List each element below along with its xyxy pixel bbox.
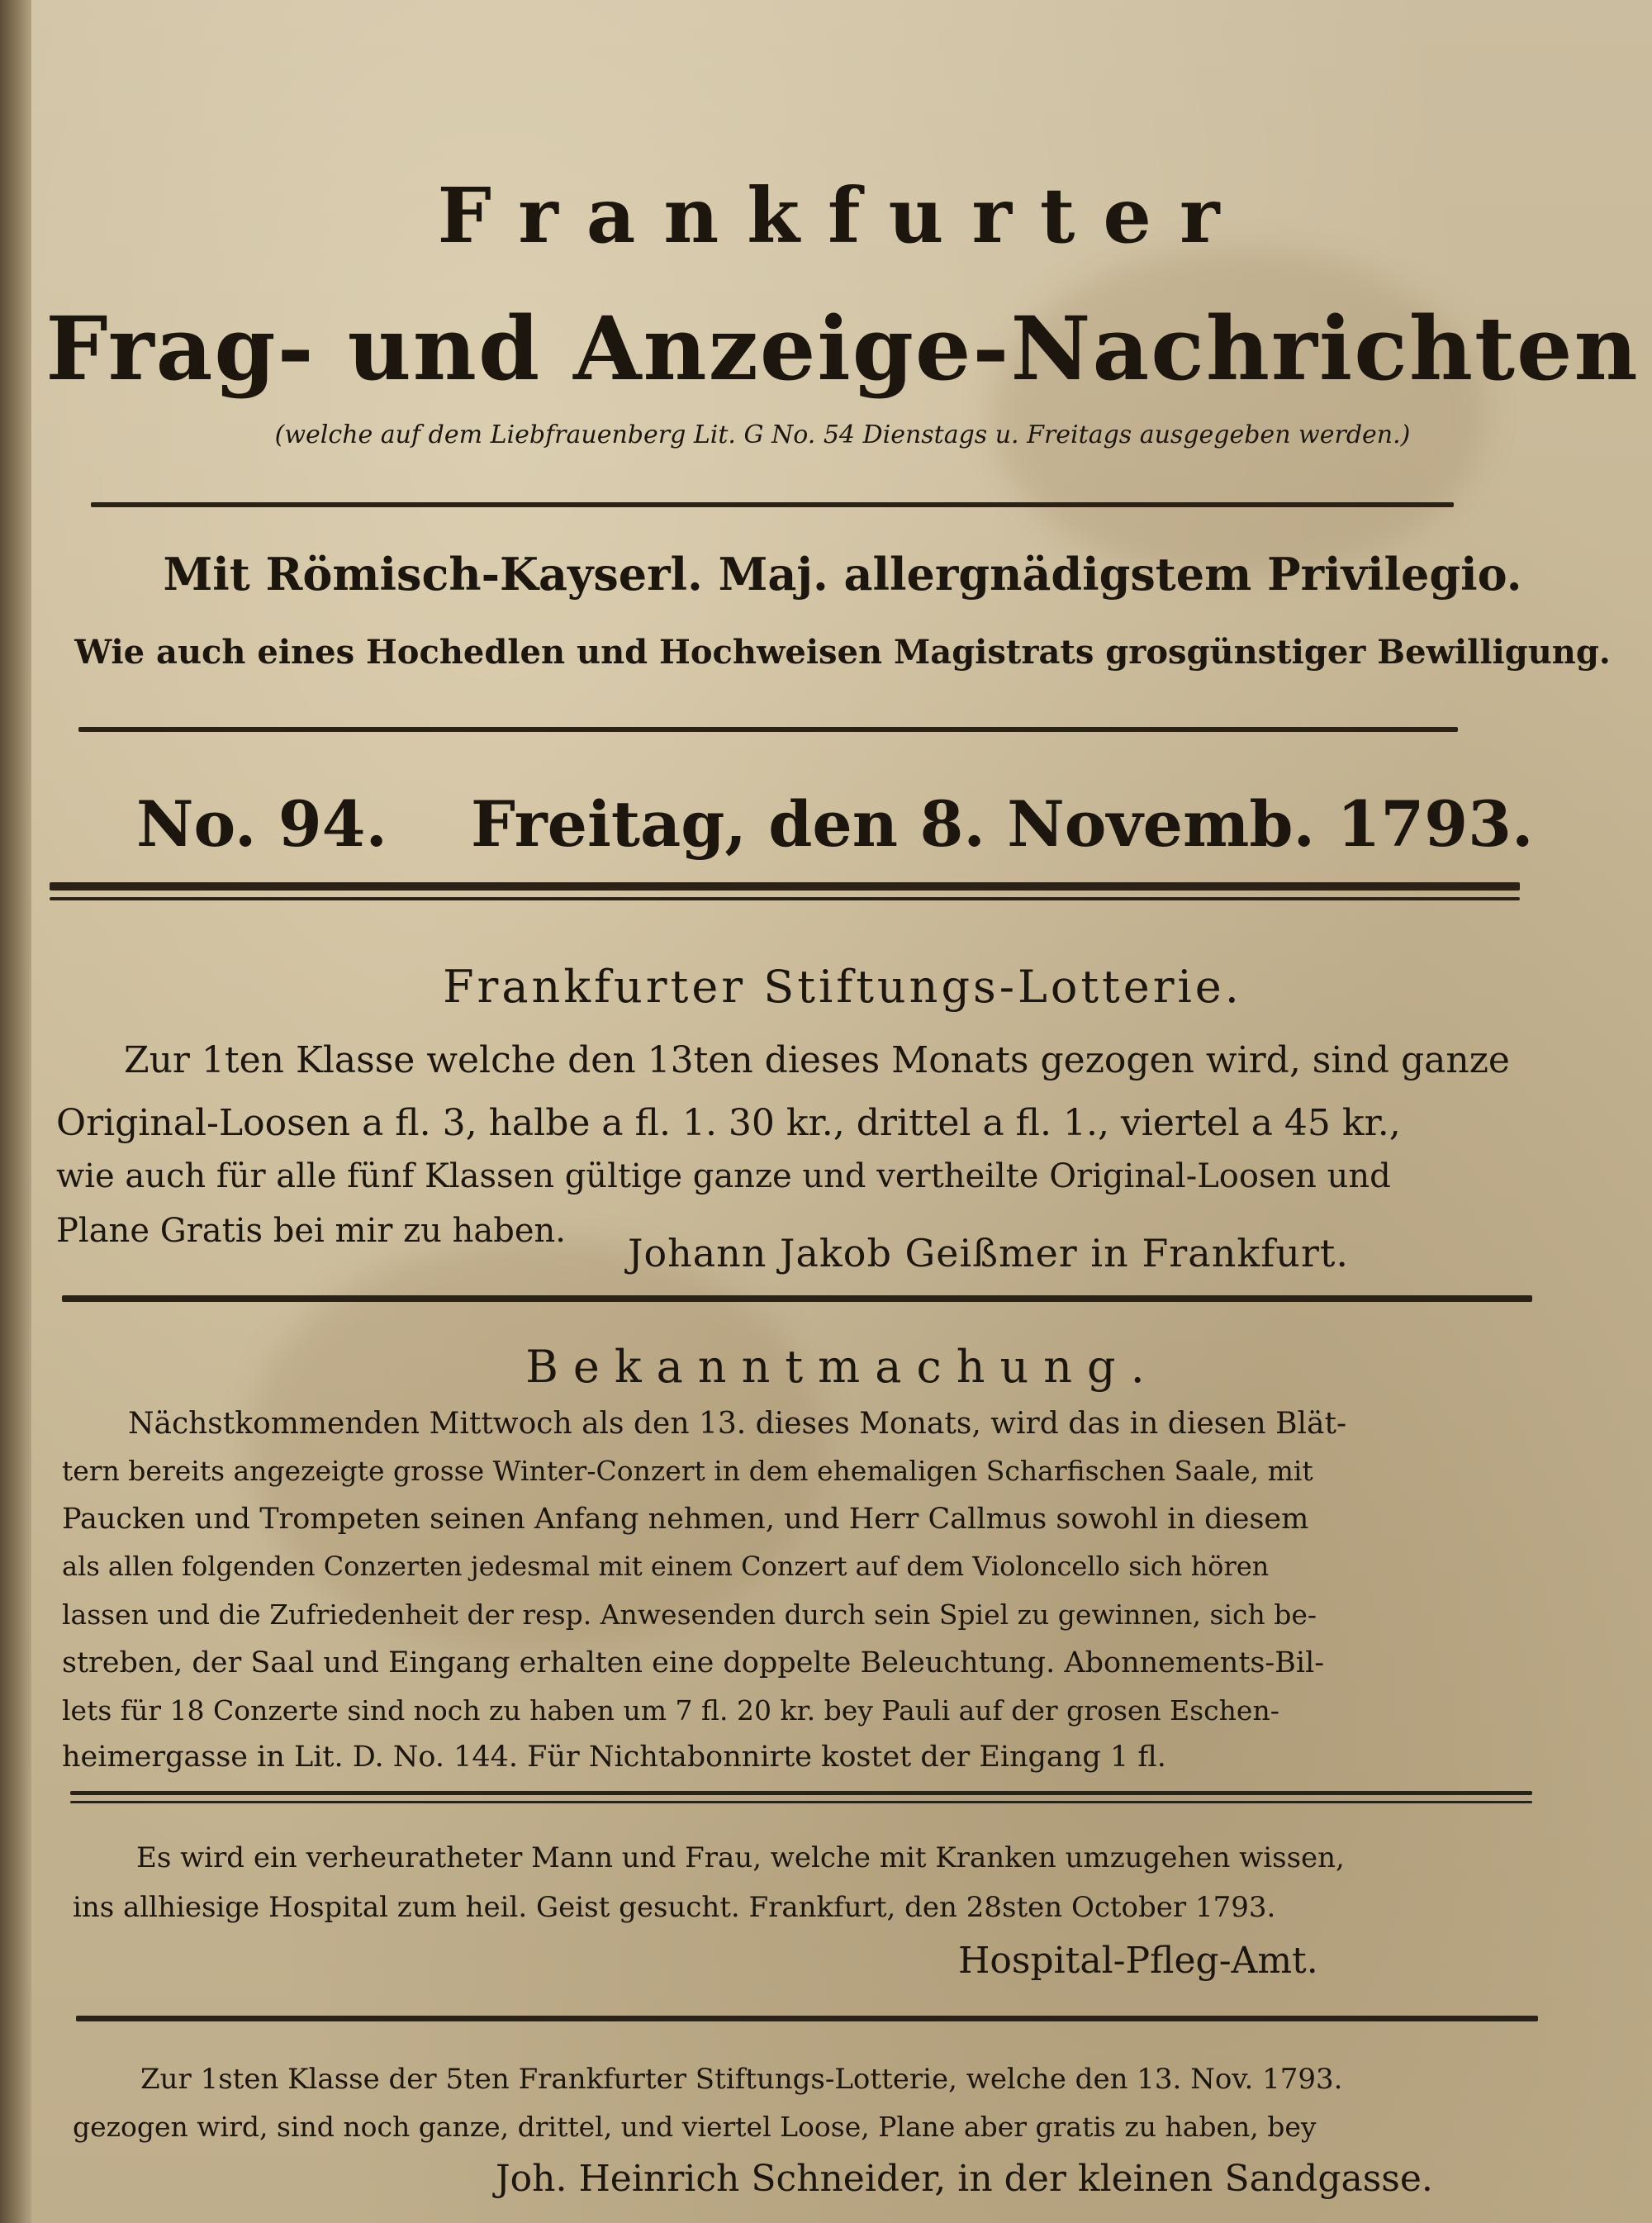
issue-date: Freitag, den 8. Novemb. 1793.: [471, 787, 1534, 861]
masthead-title: Frag- und Anzeige-Nachrichten: [45, 297, 1640, 401]
notice-4-signature: Joh. Heinrich Schneider, in der kleinen Sandgasse.: [496, 2158, 1433, 2200]
rule-notice-2-top: [70, 1791, 1532, 1795]
rule-notice-3: [76, 2016, 1538, 2021]
notice-4-line-2: gezogen wird, sind noch ganze, drittel, und viertel Loose, Plane aber gratis zu haben, bey: [73, 2111, 1317, 2143]
notice-2-line-6: streben, der Saal und Eingang erhalten eine doppelte Beleuchtung. Abonnements-Bil-: [62, 1646, 1325, 1679]
notice-2-line-1: Nächstkommenden Mittwoch als den 13. dieses Monats, wird das in diesen Blät-: [128, 1407, 1347, 1441]
notice-1-line-2: Original-Loosen a fl. 3, halbe a fl. 1. 30 kr., drittel a fl. 1., viertel a 45 kr.,: [56, 1102, 1401, 1144]
notice-1-line-4: Plane Gratis bei mir zu haben.: [56, 1212, 566, 1250]
notice-2-line-8: heimergasse in Lit. D. No. 144. Für Nichtabonnirte kostet der Eingang 1 fl.: [62, 1741, 1166, 1774]
notice-1-title: Frankfurter Stiftungs-Lotterie.: [443, 961, 1242, 1013]
notice-1-line-3: wie auch für alle fünf Klassen gültige ganze und vertheilte Original-Loosen und: [56, 1157, 1391, 1195]
notice-3-line-2: ins allhiesige Hospital zum heil. Geist gesucht. Frankfurt, den 28sten October 1793.: [73, 1891, 1276, 1924]
rule-issue-bottom: [50, 897, 1520, 900]
rule-notice-2-bottom: [70, 1801, 1532, 1803]
rule-masthead: [91, 502, 1454, 507]
notice-3-line-1: Es wird ein verheuratheter Mann und Frau, welche mit Kranken umzugehen wissen,: [136, 1841, 1345, 1874]
notice-1-signature: Johann Jakob Geißmer in Frankfurt.: [628, 1231, 1349, 1275]
notice-2-line-4: als allen folgenden Conzerten jedesmal mit einem Conzert auf dem Violoncello sich hören: [62, 1551, 1270, 1582]
notice-4-line-1: Zur 1sten Klasse der 5ten Frankfurter Stiftungs-Lotterie, welche den 13. Nov. 1793.: [140, 2063, 1343, 2096]
masthead-subtitle: (welche auf dem Liebfrauenberg Lit. G No. 54 Dienstags u. Freitags ausgegeben werden.): [274, 420, 1411, 449]
rule-issue-top: [50, 882, 1520, 891]
notice-2-line-7: lets für 18 Conzerte sind noch zu haben um 7 fl. 20 kr. bey Pauli auf der grosen Eschen-: [62, 1694, 1279, 1727]
rule-notice-1: [62, 1295, 1532, 1302]
notice-2-title: Bekanntmachung.: [525, 1341, 1160, 1393]
issue-number: No. 94.: [136, 787, 387, 861]
notice-2-line-5: lassen und die Zufriedenheit der resp. Anwesenden durch sein Spiel zu gewinnen, sich be-: [62, 1598, 1317, 1631]
rule-privilege: [78, 727, 1458, 732]
privilege-line-2: Wie auch eines Hochedlen und Hochweisen Magistrats grosgünstiger Bewilligung.: [74, 633, 1611, 672]
masthead-city: Frankfurter: [437, 171, 1248, 260]
notice-1-line-1: Zur 1ten Klasse welche den 13ten dieses Monats gezogen wird, sind ganze: [124, 1039, 1510, 1081]
notice-3-signature: Hospital-Pfleg-Amt.: [958, 1940, 1318, 1982]
privilege-line-1: Mit Römisch-Kayserl. Maj. allergnädigstem Privilegio.: [163, 548, 1522, 601]
notice-2-line-2: tern bereits angezeigte grosse Winter-Conzert in dem ehemaligen Scharfischen Saale, mit: [62, 1455, 1313, 1487]
notice-2-line-3: Paucken und Trompeten seinen Anfang nehmen, und Herr Callmus sowohl in diesem: [62, 1503, 1309, 1536]
